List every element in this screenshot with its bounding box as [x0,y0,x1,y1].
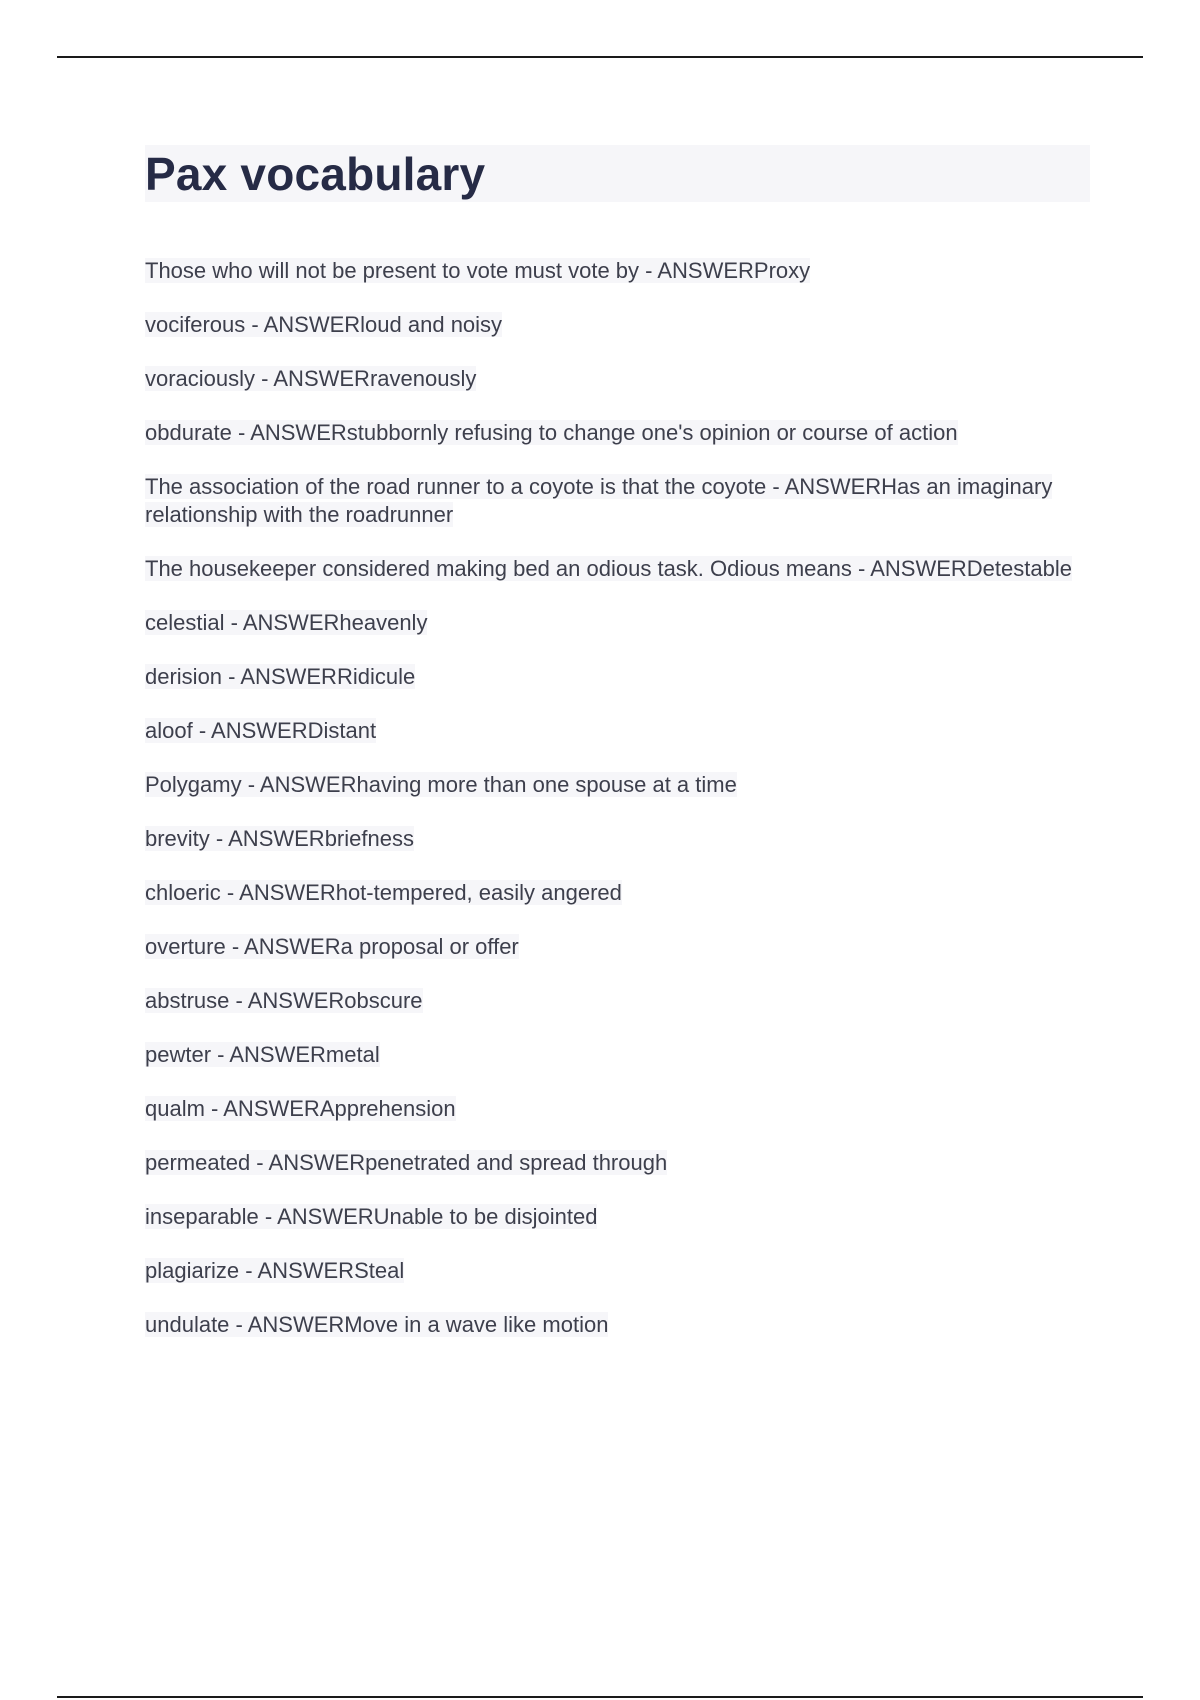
list-item [145,365,1090,393]
list-item [145,879,1090,907]
list-item-text: undulate - ANSWERMove in a wave like motion [145,1312,609,1337]
list-item-text: The association of the road runner to a coyote is that the coyote - ANSWERHas an imaginary relationship with the roadrunner [145,474,1053,527]
vocabulary-list [145,257,1090,1365]
list-item [145,1203,1090,1231]
list-item [145,717,1090,745]
top-divider [57,56,1143,58]
list-item [145,555,1090,583]
list-item [145,419,1090,447]
list-item-text: vociferous - ANSWERloud and noisy [145,312,503,337]
list-item [145,663,1090,691]
list-item-text: qualm - ANSWERApprehension [145,1096,456,1121]
list-item-text: pewter - ANSWERmetal [145,1042,380,1067]
title-bar [145,145,1090,202]
list-item [145,1311,1090,1339]
list-item-text: plagiarize - ANSWERSteal [145,1258,405,1283]
list-item [145,1149,1090,1177]
list-item-text: derision - ANSWERRidicule [145,664,416,689]
list-item-text: obdurate - ANSWERstubbornly refusing to change one's opinion or course of action [145,420,958,445]
list-item-text: aloof - ANSWERDistant [145,718,377,743]
list-item-text: The housekeeper considered making bed an odious task. Odious means - ANSWERDetestable [145,556,1072,581]
list-item [145,933,1090,961]
list-item [145,473,1090,529]
list-item-text: celestial - ANSWERheavenly [145,610,428,635]
bottom-divider [57,1696,1143,1698]
list-item-text: permeated - ANSWERpenetrated and spread through [145,1150,668,1175]
document-body [145,145,1090,1337]
list-item-text: brevity - ANSWERbriefness [145,826,414,851]
list-item-text: chloeric - ANSWERhot-tempered, easily angered [145,880,622,905]
page-title: Pax vocabulary [145,147,486,200]
list-item [145,825,1090,853]
list-item [145,257,1090,285]
list-item-text: voraciously - ANSWERravenously [145,366,477,391]
list-item-text: overture - ANSWERa proposal or offer [145,934,519,959]
list-item [145,311,1090,339]
list-item-text: inseparable - ANSWERUnable to be disjointed [145,1204,598,1229]
list-item [145,987,1090,1015]
list-item [145,771,1090,799]
list-item [145,1257,1090,1285]
list-item-text: Polygamy - ANSWERhaving more than one spouse at a time [145,772,737,797]
list-item-text: Those who will not be present to vote must vote by - ANSWERProxy [145,258,811,283]
list-item [145,609,1090,637]
list-item [145,1041,1090,1069]
list-item [145,1095,1090,1123]
list-item-text: abstruse - ANSWERobscure [145,988,423,1013]
